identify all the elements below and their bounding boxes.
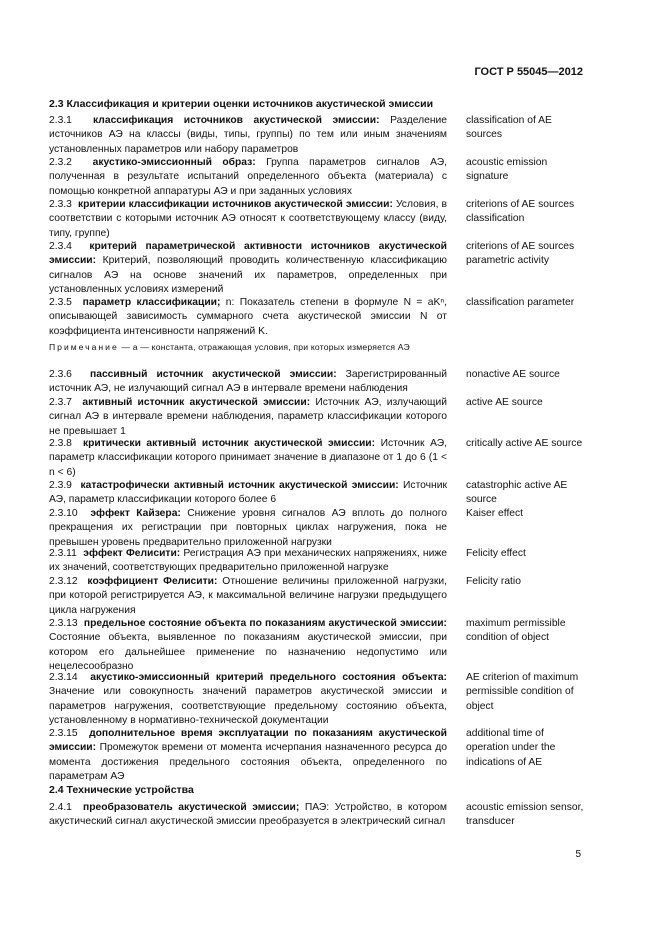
term-english: maximum permissible condition of object [466, 618, 566, 644]
section-title-2-3: 2.3 Классификация и критерии оценки источников акустической эмиссии [49, 98, 434, 110]
term-name: критерии классификации источников акустической эмиссии: [78, 199, 393, 210]
term-definition: 2.3.6 пассивный источник акустической эмиссии: Зарегистрированный источник АЭ, не излучающий сигнал АЭ в интервале времени наблюдения [49, 369, 447, 395]
term-definition: 2.3.1 классификация источников акустической эмиссии: Разделение источников АЭ на классы (виды, типы, группы) по тем или иным значениям установленных параметров или набору параметров [49, 115, 447, 155]
note-label: Примечание [49, 342, 119, 352]
term-english: Kaiser effect [466, 508, 524, 519]
term-name: коэффициент Фелисити: [87, 576, 218, 587]
term-definition: 2.3.8 критически активный источник акустической эмиссии: Источник АЭ, параметр классификации которого принимает значение в диапазоне от 1 до 6 (1 < n < 6) [49, 438, 447, 478]
term-name: критерий параметрической активности источников акустической эмиссии: [49, 241, 447, 267]
term-name: активный источник акустической эмиссии: [82, 397, 311, 408]
term-english: acoustic emission sensor, transducer [466, 802, 584, 828]
note-text: — a — константа, отражающая условия, при которых измеряется АЭ [118, 342, 410, 352]
term-english: criterions of AE sources classification [466, 199, 575, 225]
term-name: акустико-эмиссионный критерий предельного состояния объекта: [90, 672, 447, 683]
term-definition: 2.3.12 коэффициент Фелисити: Отношение величины приложенной нагрузки, при которой регистрируется АЭ, к максимальной величине нагрузки предыдущего цикла нагружения [49, 576, 447, 616]
term-definition: 2.4.1 преобразователь акустической эмиссии; ПАЭ: Устройство, в котором акустический сигнал акустической эмиссии преобразуется в электрический сигнал [49, 802, 447, 828]
term-english: criterions of AE sources parametric activity [466, 241, 575, 267]
term-definition: 2.3.7 активный источник акустической эмиссии: Источник АЭ, излучающий сигнал АЭ в интервале времени наблюдения, параметр классификации которого не превышает 1 [49, 397, 447, 437]
term-definition: 2.3.11 эффект Фелисити: Регистрация АЭ при механических напряжениях, ниже их значений, соответствующих предварительно приложенной нагрузке [49, 548, 447, 574]
term-english: active AE source [466, 397, 543, 408]
term-name: преобразователь акустической эмиссии; [83, 802, 300, 813]
term-definition: 2.3.3 критерии классификации источников акустической эмиссии: Условия, в соответствии с которыми источник АЭ относят к соответствующему классу (виду, типу, группе) [49, 199, 447, 239]
term-definition: 2.3.5 параметр классификации; n: Показатель степени в формуле N = aKⁿ, описывающей зависимость суммарного счета акустической эмиссии N от коэффициента интенсивности напряжений K. [49, 297, 447, 337]
note [49, 341, 447, 354]
term-name: классификация источников акустической эмиссии: [93, 115, 380, 126]
term-definition: 2.3.2 акустико-эмиссионный образ: Группа параметров сигналов АЭ, полученная в результате испытаний определенного объекта (материала) с помощью конкретной аппаратуры АЭ и при заданных условиях [49, 157, 447, 197]
standard-header: ГОСТ Р 55045—2012 [474, 66, 583, 78]
term-english: AE criterion of maximum permissible condition of object [466, 672, 579, 712]
term-english: classification of AE sources [466, 115, 552, 141]
term-english: additional time of operation under the indications of AE [466, 728, 556, 768]
term-definition: 2.3.9 катастрофически активный источник акустической эмиссии: Источник АЭ, параметр классификации которого более 6 [49, 480, 447, 506]
term-definition: 2.3.4 критерий параметрической активности источников акустической эмиссии: Критерий, позволяющий проводить количественную классификацию сигналов АЭ на основе значений их параметров, определенных при установленных условиях измерений [49, 241, 447, 295]
term-name: акустико-эмиссионный образ: [92, 157, 256, 168]
term-english: nonactive AE source [466, 369, 560, 380]
section-title-2-4: 2.4 Технические устройства [49, 784, 194, 796]
term-name: пассивный источник акустической эмиссии: [90, 369, 337, 380]
term-english: classification parameter [466, 297, 575, 308]
term-english: acoustic emission signature [466, 157, 548, 183]
term-english: catastrophic active AE source [466, 480, 568, 506]
page-number: 5 [575, 849, 581, 860]
term-name: дополнительное время эксплуатации по показаниям акустической эмиссии: [49, 728, 447, 754]
term-definition: 2.3.15 дополнительное время эксплуатации по показаниям акустической эмиссии: Промежуток времени от момента исчерпания назначенного ресурса до момента достижения предельного состояния объекта, определенного по параметрам АЭ [49, 728, 447, 782]
term-english: Felicity effect [466, 548, 526, 559]
term-definition: 2.3.13 предельное состояние объекта по показаниям акустической эмиссии: Состояние объекта, выявленное по показаниям акустической эмиссии, при котором его дальнейшее применение по назначению недопустимо или нецелесообразно [49, 618, 447, 672]
term-definition: 2.3.14 акустико-эмиссионный критерий предельного состояния объекта: Значение или совокупность значений параметров акустической эмиссии и параметров нагружения, соответствующие предельному состоянию объекта, установленному в нормативно-технической документации [49, 672, 447, 726]
term-english: Felicity ratio [466, 576, 521, 587]
term-name: эффект Кайзера: [90, 508, 181, 519]
term-name: катастрофически активный источник акустической эмиссии: [80, 480, 399, 491]
term-name: предельное состояние объекта по показаниям акустической эмиссии: [83, 618, 447, 629]
term-english: critically active AE source [466, 438, 583, 449]
term-name: критически активный источник акустической эмиссии: [82, 438, 376, 449]
term-name: параметр классификации; [82, 297, 221, 308]
term-definition: 2.3.10 эффект Кайзера: Снижение уровня сигналов АЭ вплоть до полного прекращения их регистрации при повторных циклах нагружения, пока не превышен уровень предварительно приложенной нагрузки [49, 508, 447, 548]
term-name: эффект Фелисити: [83, 548, 181, 559]
